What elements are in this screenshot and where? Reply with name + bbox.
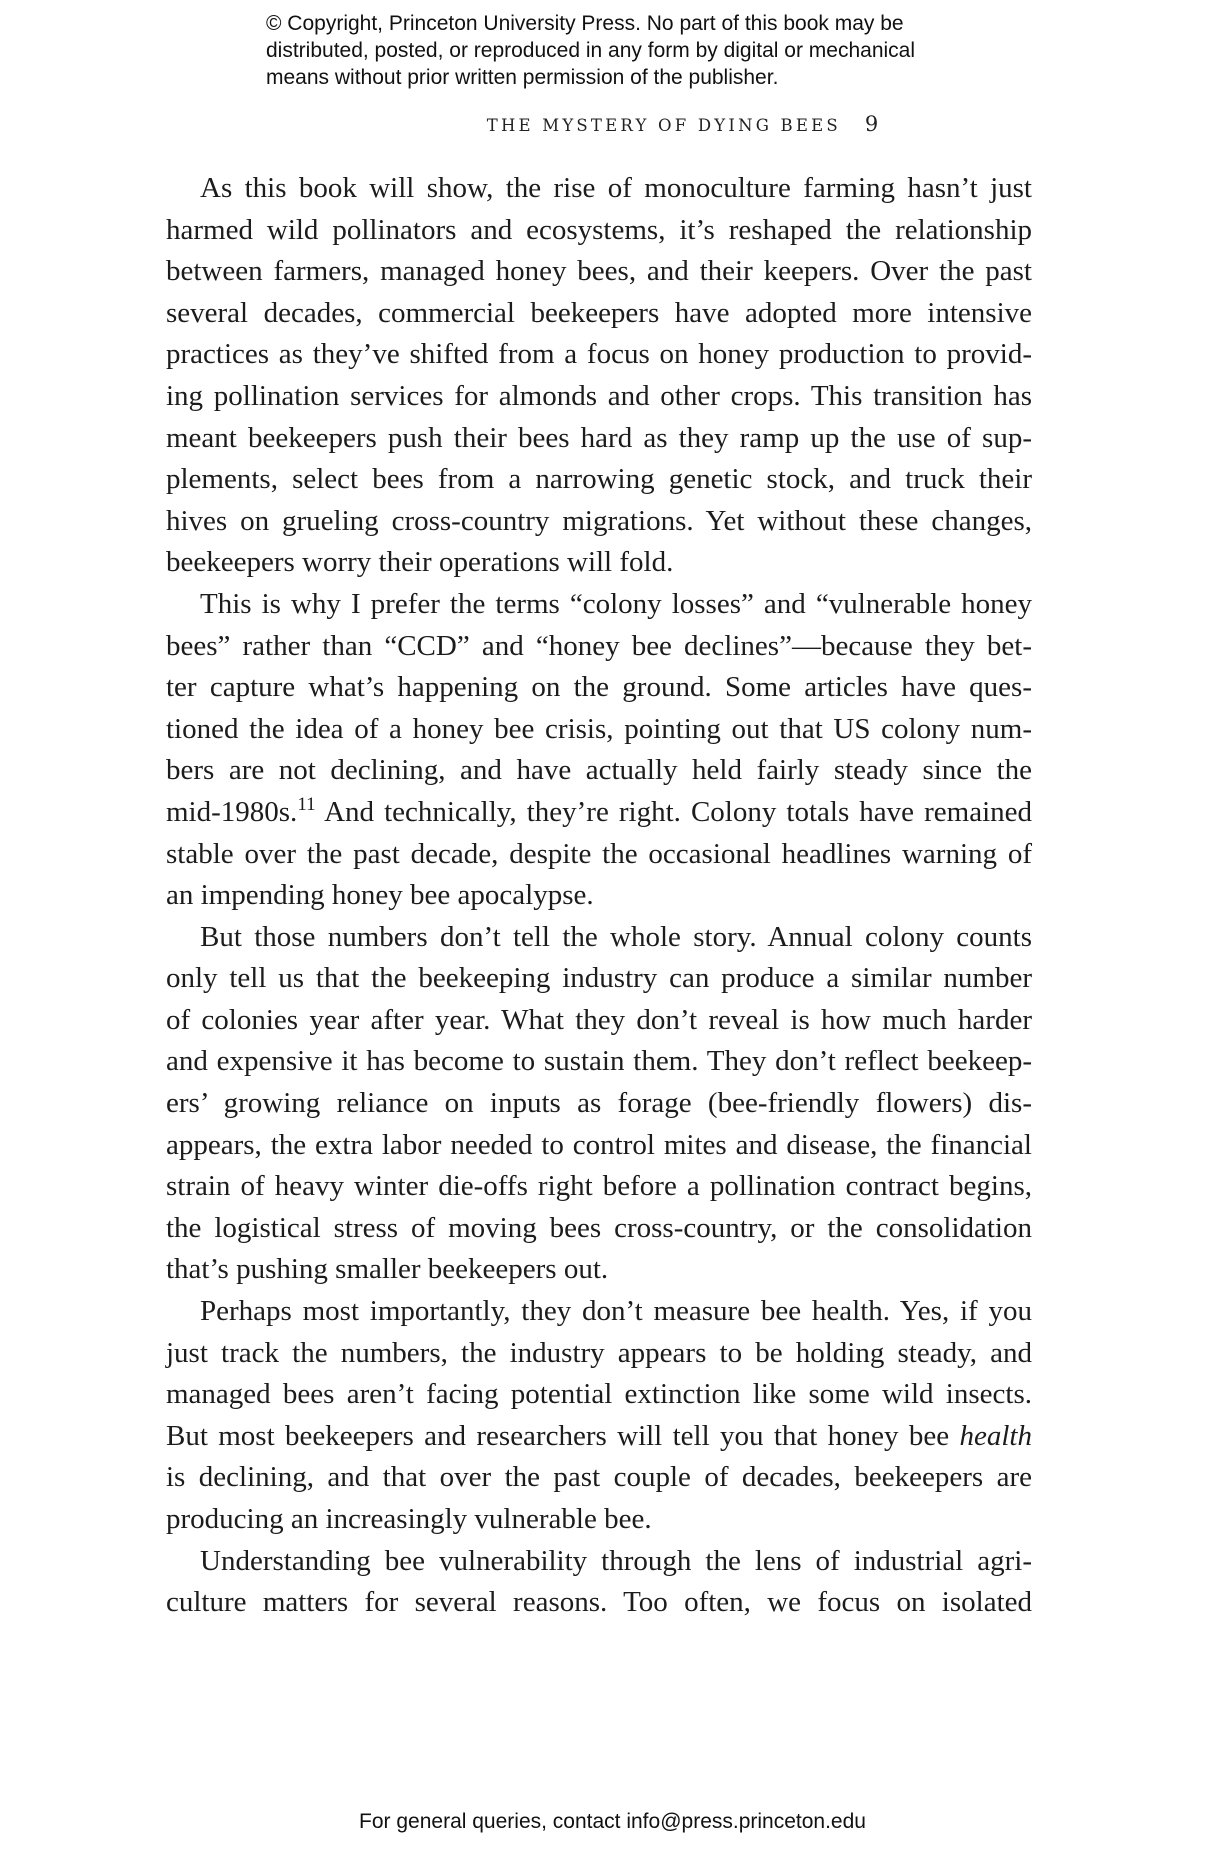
text-line: managed bees aren’t facing potential extinction like some wild insects.: [166, 1378, 1032, 1411]
text-line: producing an increasingly vulnerable bee.: [166, 1503, 652, 1535]
text-line: and expensive it has become to sustain them. They don’t reflect beekeep-: [166, 1045, 1032, 1078]
text-line: ter capture what’s happening on the ground. Some articles have ques-: [166, 671, 1032, 704]
text-line: hives on grueling cross-country migrations. Yet without these changes,: [166, 504, 1032, 537]
text-line: As this book will show, the rise of monoculture farming hasn’t just: [200, 172, 1032, 204]
text-line: This is why I prefer the terms “colony losses” and “vulnerable honey: [200, 587, 1032, 620]
text-line: several decades, commercial beekeepers have adopted more intensive: [166, 296, 1032, 329]
text-line: Perhaps most importantly, they don’t measure bee health. Yes, if you: [200, 1295, 1032, 1328]
text-line: an impending honey bee apocalypse.: [166, 879, 594, 912]
copyright-line: means without prior written permission of the publisher.: [266, 66, 779, 89]
running-head: [0, 112, 1225, 136]
text-line: plements, select bees from a narrowing genetic stock, and truck their: [166, 463, 1032, 496]
copyright-line: distributed, posted, or reproduced in any form by digital or mechanical: [266, 39, 916, 62]
footnote-reference[interactable]: 11: [297, 793, 316, 815]
text-line: of colonies year after year. What they don’t reveal is how much harder: [166, 1003, 1032, 1036]
page-number: 9: [864, 112, 879, 136]
text-line: between farmers, managed honey bees, and their keepers. Over the past: [166, 255, 1032, 288]
text-line-with-italic: [166, 1416, 1032, 1458]
text-line: Understanding bee vulnerability through the lens of industrial agri-: [200, 1544, 1032, 1577]
text-line: the logistical stress of moving bees cross-country, or the consolidation: [166, 1211, 1032, 1244]
text-line: meant beekeepers push their bees hard as they ramp up the use of sup-: [166, 421, 1032, 454]
text-line: culture matters for several reasons. Too often, we focus on isolated: [166, 1586, 1032, 1619]
text-line: appears, the extra labor needed to control mites and disease, the financial: [166, 1128, 1032, 1161]
footer-contact: For general queries, contact info@press.princeton.edu: [359, 1810, 866, 1833]
text-line: harmed wild pollinators and ecosystems, it’s reshaped the relationship: [166, 213, 1032, 246]
text-line: But those numbers don’t tell the whole story. Annual colony counts: [200, 920, 1032, 953]
text-line: bers are not declining, and have actually held fairly steady since the: [166, 754, 1032, 787]
text-line: is declining, and that over the past couple of decades, beekeepers are: [166, 1461, 1032, 1494]
text-line: that’s pushing smaller beekeepers out.: [166, 1253, 609, 1286]
text-line-with-footnote: [166, 792, 1032, 834]
italic-word: health: [959, 1419, 1032, 1452]
body-text: [166, 168, 1032, 1624]
text-segment: And technically, they’re right. Colony totals have remained: [315, 795, 1032, 828]
text-segment: But most beekeepers and researchers will tell you that honey bee: [166, 1419, 960, 1452]
text-line: strain of heavy winter die-offs right before a pollination contract begins,: [166, 1170, 1032, 1203]
text-line: beekeepers worry their operations will fold.: [166, 546, 674, 579]
text-line: bees” rather than “CCD” and “honey bee declines”—because they bet-: [166, 629, 1032, 662]
text-line: ers’ growing reliance on inputs as forage (bee-friendly flowers) dis-: [166, 1087, 1032, 1120]
text-line: tioned the idea of a honey bee crisis, pointing out that US colony num-: [166, 712, 1032, 745]
text-line: only tell us that the beekeeping industry can produce a similar number: [166, 962, 1032, 995]
copyright-line: © Copyright, Princeton University Press. No part of this book may be: [266, 12, 904, 35]
copyright-notice: [266, 10, 1026, 91]
text-line: ing pollination services for almonds and other crops. This transition has: [166, 379, 1032, 412]
text-line: practices as they’ve shifted from a focus on honey production to provid-: [166, 338, 1032, 371]
text-line: stable over the past decade, despite the occasional headlines warning of: [166, 837, 1032, 870]
text-line: just track the numbers, the industry appears to be holding steady, and: [166, 1336, 1032, 1369]
text-segment: mid-1980s.: [166, 795, 298, 828]
chapter-title: THE MYSTERY OF DYING BEES: [486, 116, 841, 135]
